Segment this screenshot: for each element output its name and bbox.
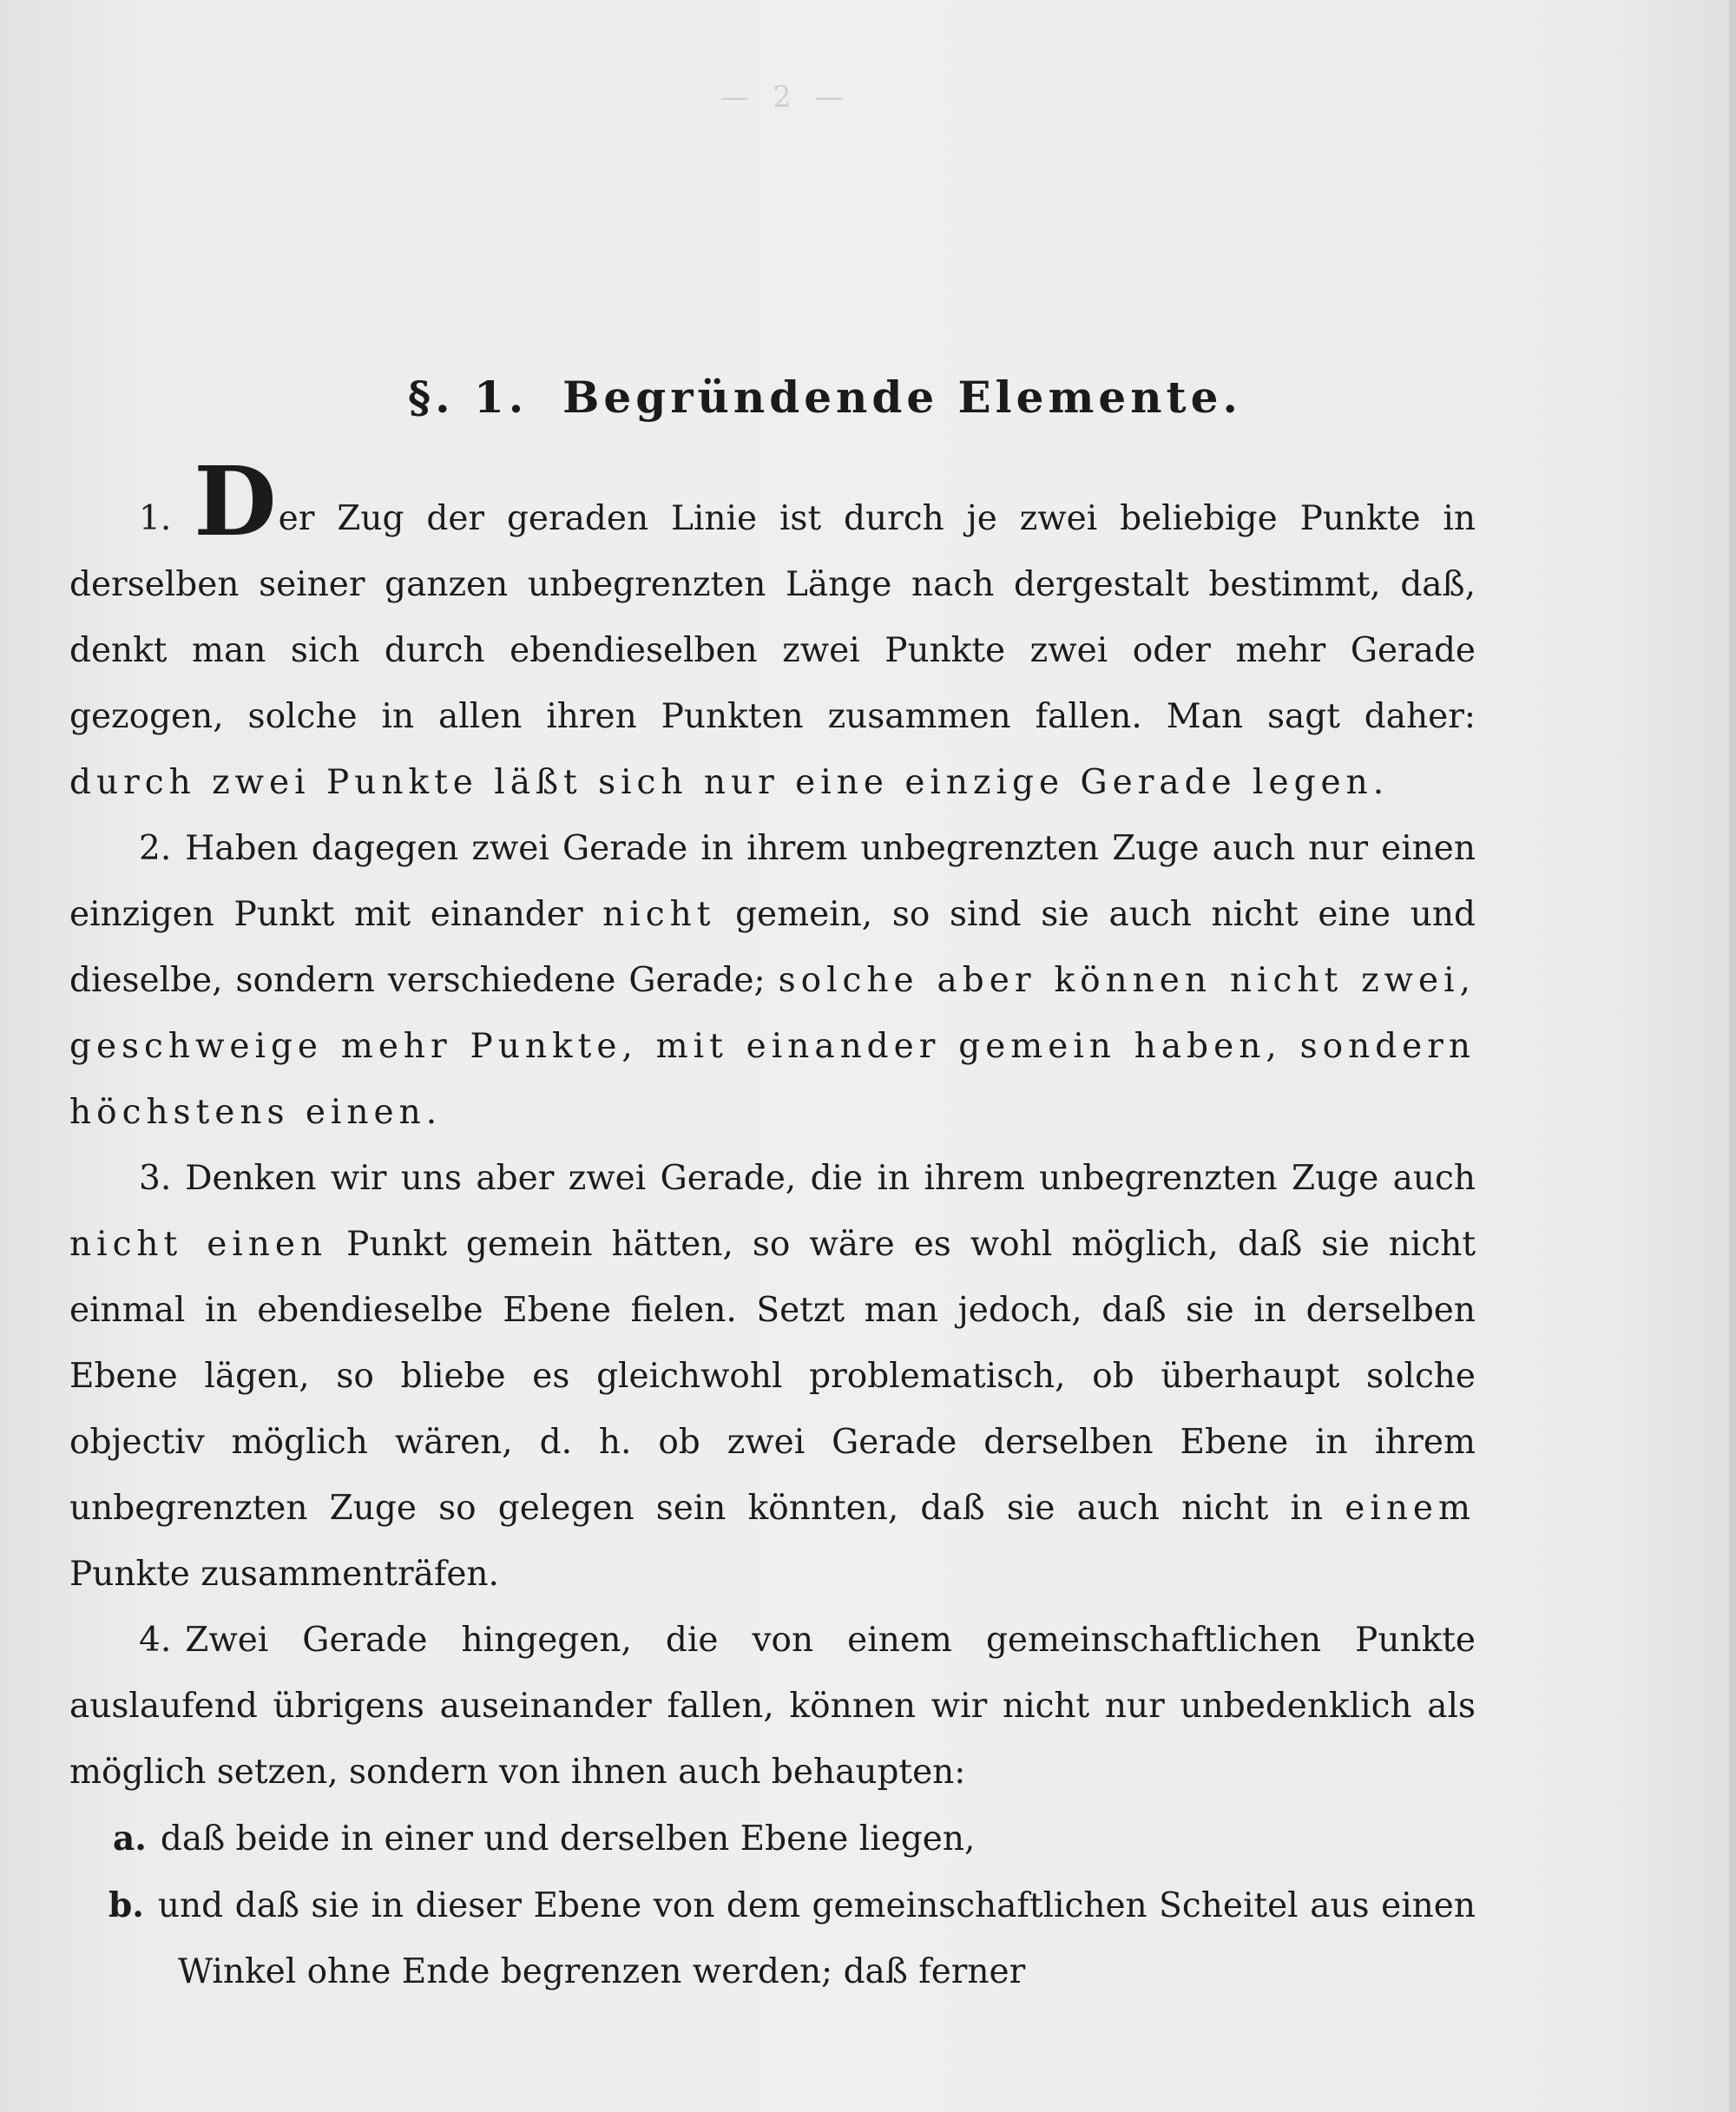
emphasized-text: einem	[1345, 1489, 1476, 1528]
paragraph-text: Zwei Gerade hingegen, die von einem gemeinschaftlichen Punkte auslaufend übrigens auseinander fallen, können wir nicht nur unbedenklich als möglich setzen, sondern von ihnen auch behaupten:	[69, 1621, 1476, 1792]
section-title: Begründende Elemente.	[562, 372, 1242, 423]
emphasized-text: durch zwei Punkte läßt sich nur eine einzige Gerade legen.	[69, 763, 1390, 802]
paragraph-text: Denken wir uns aber zwei Gerade, die in ihrem unbegrenzten Zuge auch	[185, 1159, 1476, 1198]
list-item-text: und daß sie in dieser Ebene von dem gemeinschaftlichen Scheitel aus einen Winkel ohne Ende begrenzen werden; daß ferner	[157, 1886, 1476, 1991]
paragraph-text: er Zug der geraden Linie ist durch je zwei beliebige Punkte in derselben seiner ganzen unbegrenzten Länge nach dergestalt bestimmt, daß, denkt man sich durch ebendieselben zwei Punkte zwei oder mehr Gerade gezogen, solche in allen ihren Punkten zusammen fallen. Man sagt daher:	[69, 499, 1476, 736]
paragraph-text: Punkt gemein hätten, so wäre es wohl möglich, daß sie nicht einmal in ebendieselbe Ebene fielen. Setzt man jedoch, daß sie in derselben Ebene lägen, so bliebe es gleichwohl problematisch, ob überhaupt solche objectiv möglich wären, d. h. ob zwei Gerade derselben Ebene in ihrem unbegrenzten Zuge so gelegen sein könnten, daß sie auch nicht in	[69, 1225, 1476, 1528]
page-edge	[1729, 0, 1736, 2112]
list-item	[108, 1872, 1476, 2005]
body-text	[69, 445, 1476, 2005]
paragraph-text: gemein, so sind sie auch nicht eine und dieselbe, sondern verschiedene Gerade;	[69, 895, 1476, 1000]
emphasized-text: solche aber können nicht zwei, geschweige mehr Punkte, mit einander gemein haben, sondern höchstens einen.	[69, 961, 1476, 1132]
page-number-mark: — 2 —	[720, 80, 852, 115]
paragraph-text: Haben dagegen zwei Gerade in ihrem unbegrenzten Zuge auch nur einen einzigen Punkt mit einander	[69, 829, 1476, 934]
list-item-label: a.	[113, 1819, 147, 1859]
list-item-label: b.	[108, 1885, 144, 1925]
list-item	[69, 1806, 1476, 1872]
paragraph-4	[69, 1608, 1476, 1806]
emphasized-text: nicht	[602, 895, 716, 934]
section-number: §. 1.	[408, 372, 529, 423]
section-heading	[408, 372, 1276, 423]
paragraph-1	[69, 445, 1476, 816]
paragraph-text: Punkte zusammenträfen.	[69, 1555, 499, 1594]
paragraph-2	[69, 816, 1476, 1146]
paragraph-number: 2.	[139, 829, 172, 868]
paragraph-number: 4.	[139, 1621, 172, 1660]
paragraph-number: 1.	[139, 499, 172, 538]
paragraph-3	[69, 1146, 1476, 1608]
emphasized-text: nicht einen	[69, 1225, 328, 1264]
list-item-text: daß beide in einer und derselben Ebene liegen,	[160, 1819, 976, 1859]
drop-cap: D	[194, 445, 277, 557]
paragraph-number: 3.	[139, 1159, 172, 1198]
